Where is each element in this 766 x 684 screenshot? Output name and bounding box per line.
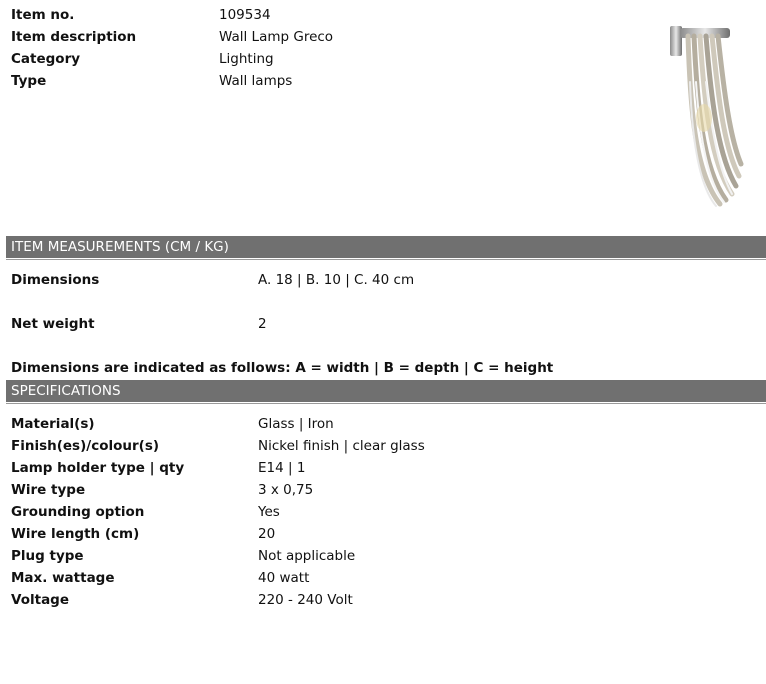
info-row-type — [0, 70, 766, 92]
info-row-item-no — [0, 4, 766, 26]
spec-label: Voltage — [11, 592, 69, 608]
spec-label: Wire length (cm) — [11, 526, 140, 542]
spec-label: Max. wattage — [11, 570, 115, 586]
spec-row-net-weight — [0, 313, 766, 335]
spec-value: 220 - 240 Volt — [258, 592, 353, 608]
spec-row — [0, 589, 766, 611]
info-label: Type — [11, 73, 47, 89]
spec-label: Lamp holder type | qty — [11, 460, 185, 476]
spec-value: 3 x 0,75 — [258, 482, 314, 498]
spec-value: E14 | 1 — [258, 460, 306, 476]
spec-value: 2 — [258, 316, 267, 332]
spec-row — [0, 413, 766, 435]
spec-label: Material(s) — [11, 416, 95, 432]
section-divider — [6, 259, 766, 260]
spec-row — [0, 523, 766, 545]
info-value: 109534 — [219, 7, 271, 23]
section-header-specifications: SPECIFICATIONS — [6, 380, 766, 402]
info-row-item-description — [0, 26, 766, 48]
spec-label: Net weight — [11, 316, 95, 332]
spec-label: Grounding option — [11, 504, 145, 520]
spec-label: Plug type — [11, 548, 84, 564]
info-value: Lighting — [219, 51, 274, 67]
spec-value: Not applicable — [258, 548, 356, 564]
spec-label: Finish(es)/colour(s) — [11, 438, 160, 454]
info-row-category — [0, 48, 766, 70]
spec-value: 20 — [258, 526, 276, 542]
spec-row — [0, 479, 766, 501]
info-value: Wall Lamp Greco — [219, 29, 334, 45]
info-label: Item description — [11, 29, 137, 45]
spec-row — [0, 545, 766, 567]
dimensions-note: Dimensions are indicated as follows: A = width | B = depth | C = height — [11, 360, 554, 376]
spec-value: A. 18 | B. 10 | C. 40 cm — [258, 272, 415, 288]
info-value: Wall lamps — [219, 73, 293, 89]
section-header-measurements: ITEM MEASUREMENTS (CM / KG) — [6, 236, 766, 258]
product-image — [660, 22, 750, 212]
spec-row — [0, 435, 766, 457]
spec-row — [0, 567, 766, 589]
spec-label: Wire type — [11, 482, 86, 498]
spec-value: Glass | Iron — [258, 416, 334, 432]
spec-value: Yes — [258, 504, 280, 520]
section-divider — [6, 403, 766, 404]
spec-value: Nickel finish | clear glass — [258, 438, 425, 454]
spec-row — [0, 457, 766, 479]
spec-label: Dimensions — [11, 272, 100, 288]
info-label: Category — [11, 51, 81, 67]
info-label: Item no. — [11, 7, 75, 23]
spec-row — [0, 501, 766, 523]
spec-row-dimensions — [0, 269, 766, 291]
spec-value: 40 watt — [258, 570, 310, 586]
